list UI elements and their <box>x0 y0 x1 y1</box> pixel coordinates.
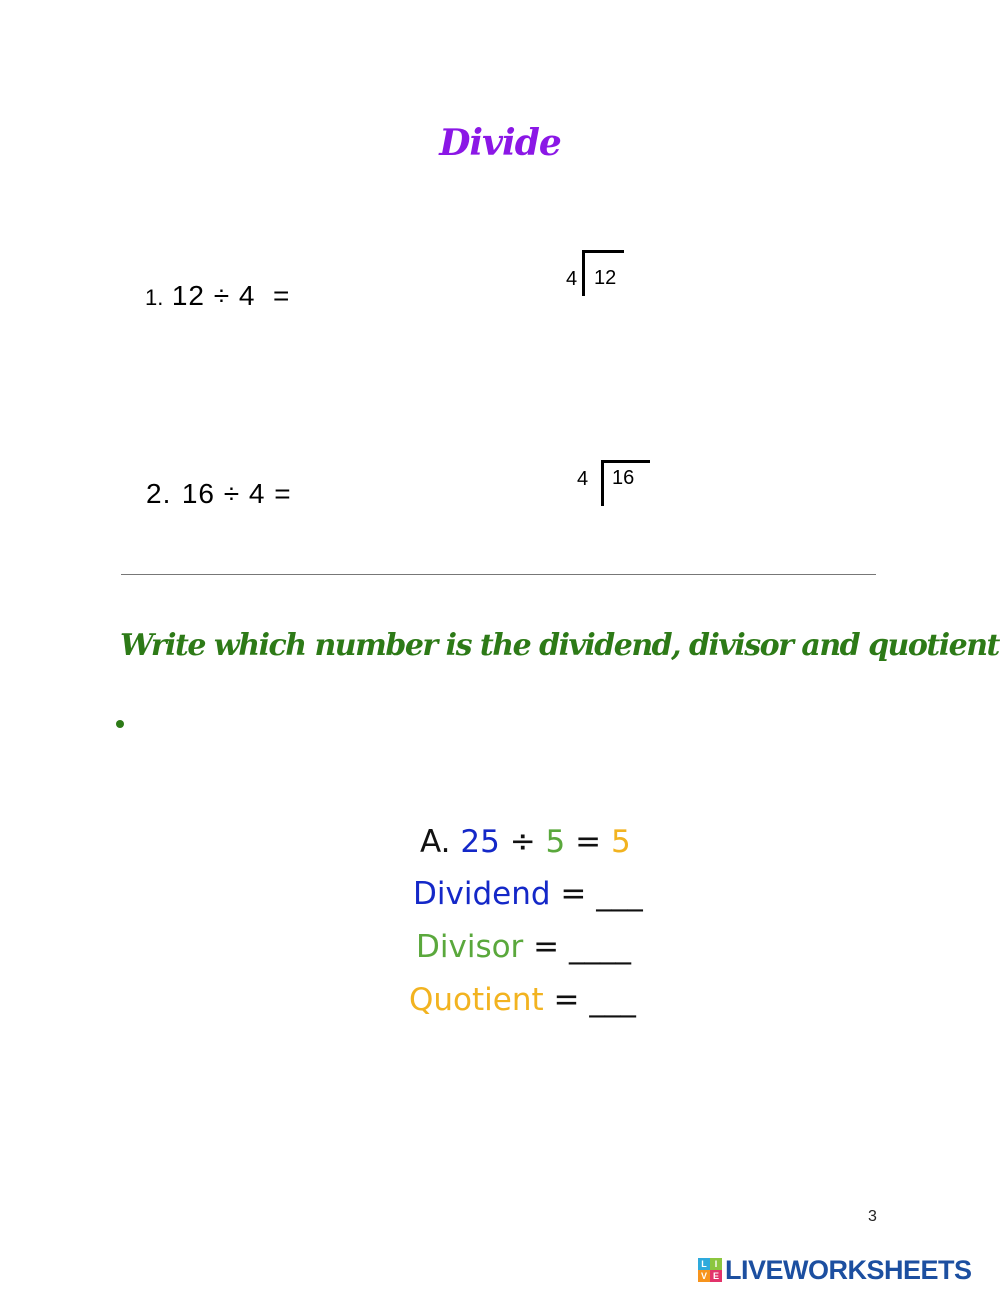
divisor-label: Divisor <box>416 929 524 965</box>
page-number: 3 <box>868 1208 877 1225</box>
brand-mark-letter: L <box>698 1258 710 1270</box>
problem-1 <box>145 280 290 312</box>
exercise-equation <box>420 824 631 860</box>
divisor-line <box>416 929 631 965</box>
instruction-text: Write which number is the dividend, divisor and quotient <box>120 628 999 663</box>
liveworksheets-logo[interactable] <box>698 1255 972 1285</box>
problem-expression: 12 ÷ 4 = <box>171 280 291 311</box>
equation-quotient: 5 <box>610 824 631 860</box>
quotient-answer-blank[interactable]: = ___ <box>553 982 636 1018</box>
quotient-label: Quotient <box>409 982 544 1018</box>
divisor-answer-blank[interactable]: = ____ <box>533 929 632 965</box>
dividend-label: Dividend <box>413 876 551 912</box>
equals-sign: = <box>575 824 602 860</box>
equation-divisor: 5 <box>545 824 566 860</box>
dividend-line <box>413 876 643 912</box>
brand-name: LIVEWORKSHEETS <box>725 1254 972 1285</box>
long-division-1 <box>566 250 636 300</box>
long-division-divisor: 4 <box>566 268 578 290</box>
quotient-line <box>409 982 636 1018</box>
section-divider <box>121 574 876 575</box>
division-bracket-top <box>582 250 624 253</box>
equation-dividend: 25 <box>460 824 500 860</box>
brand-mark-icon <box>698 1258 722 1282</box>
division-bracket-vertical <box>582 252 585 296</box>
bullet-dot <box>116 720 124 728</box>
long-division-dividend: 16 <box>612 467 635 489</box>
long-division-2 <box>577 460 657 510</box>
divide-sign: ÷ <box>509 824 536 860</box>
division-bracket-vertical <box>601 462 604 506</box>
problem-2 <box>146 478 292 510</box>
exercise-label: A. <box>420 824 451 860</box>
problem-expression: 16 ÷ 4 = <box>181 478 292 509</box>
brand-mark-letter: V <box>698 1270 710 1282</box>
division-bracket-top <box>601 460 650 463</box>
long-division-divisor: 4 <box>577 468 589 490</box>
brand-mark-letter: E <box>710 1270 722 1282</box>
problem-number: 2. <box>146 478 172 509</box>
dividend-answer-blank[interactable]: = ___ <box>560 876 643 912</box>
long-division-dividend: 12 <box>594 267 617 289</box>
problem-number: 1. <box>145 285 164 310</box>
brand-mark-letter: I <box>710 1258 722 1270</box>
worksheet-title: Divide <box>439 122 561 164</box>
